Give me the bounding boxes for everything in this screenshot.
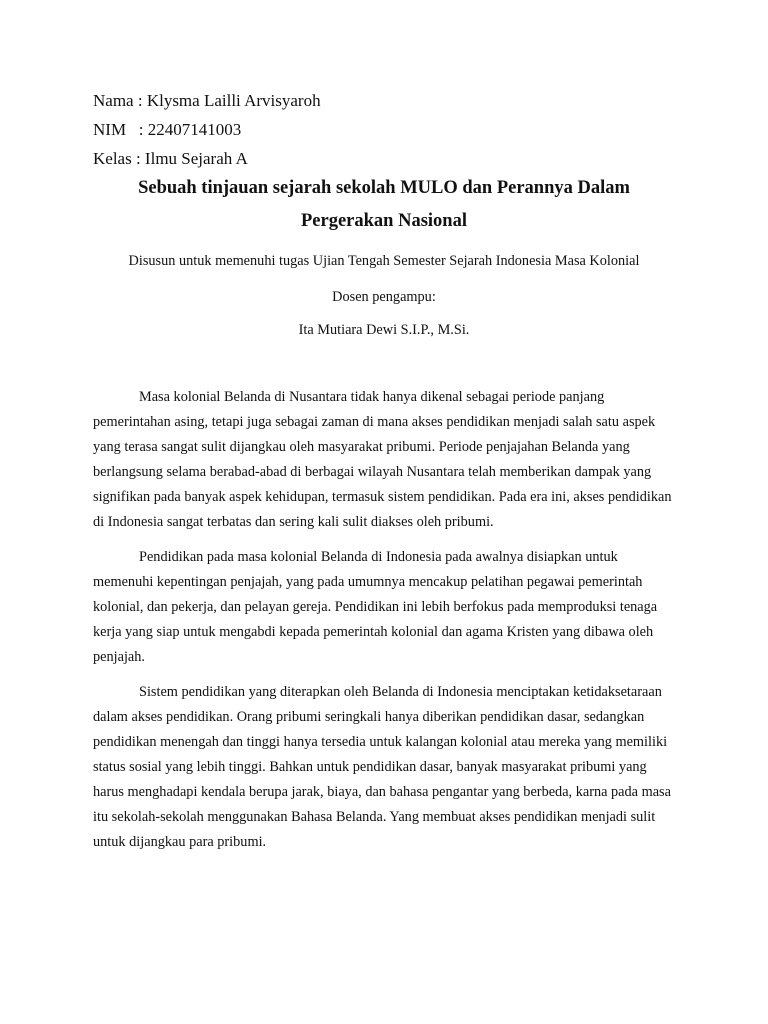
lecturer-name: Ita Mutiara Dewi S.I.P., M.Si. bbox=[298, 322, 470, 338]
student-name: Nama : Klysma Lailli Arvisyaroh bbox=[93, 91, 321, 110]
student-class: Kelas : Ilmu Sejarah A bbox=[93, 149, 248, 168]
student-id: NIM : 22407141003 bbox=[93, 120, 242, 139]
essay-body bbox=[93, 385, 673, 865]
document-title bbox=[93, 172, 675, 238]
title-line-1: Sebuah tinjauan sejarah sekolah MULO dan Perannya Dalam bbox=[138, 178, 630, 198]
paragraph: Sistem pendidikan yang diterapkan oleh Belanda di Indonesia menciptakan ketidaksetaraan dalam akses pendidikan. Orang pribumi seringkali hanya diberikan pendidikan dasar, sedangkan pendidikan menengah dan tinggi hanya tersedia untuk kalangan kolonial atau mereka yang memiliki status sosial yang lebih tinggi. Bahkan untuk pendidikan dasar, banyak masyarakat pribumi yang harus menghadapi kendala berupa jarak, biaya, dan bahasa pengantar yang berbeda, karna pada masa itu sekolah-sekolah menggunakan Bahasa Belanda. Yang membuat akses pendidikan menjadi sulit untuk dijangkau para pribumi. bbox=[93, 684, 671, 850]
assignment-purpose: Disusun untuk memenuhi tugas Ujian Tengah Semester Sejarah Indonesia Masa Kolonial bbox=[128, 253, 640, 269]
title-line-2: Pergerakan Nasional bbox=[301, 211, 467, 231]
paragraph: Masa kolonial Belanda di Nusantara tidak hanya dikenal sebagai periode panjang pemerintahan asing, tetapi juga sebagai zaman di mana akses pendidikan menjadi salah satu aspek yang terasa sangat sulit dijangkau oleh masyarakat pribumi. Periode penjajahan Belanda yang berlangsung selama berabad-abad di berbagai wilayah Nusantara telah memberikan dampak yang signifikan pada banyak aspek kehidupan, termasuk sistem pendidikan. Pada era ini, akses pendidikan di Indonesia sangat terbatas dan sering kali sulit diakses oleh pribumi. bbox=[93, 389, 672, 530]
student-info bbox=[93, 86, 321, 173]
paragraph: Pendidikan pada masa kolonial Belanda di Indonesia pada awalnya disiapkan untuk memenuhi kepentingan penjajah, yang pada umumnya mencakup pelatihan pegawai pemerintah kolonial, dan pekerja, dan pelayan gereja. Pendidikan ini lebih berfokus pada memproduksi tenaga kerja yang siap untuk mengabdi kepada pemerintah kolonial dan agama Kristen yang dibawa oleh penjajah. bbox=[93, 549, 658, 665]
lecturer-label: Dosen pengampu: bbox=[332, 289, 436, 305]
